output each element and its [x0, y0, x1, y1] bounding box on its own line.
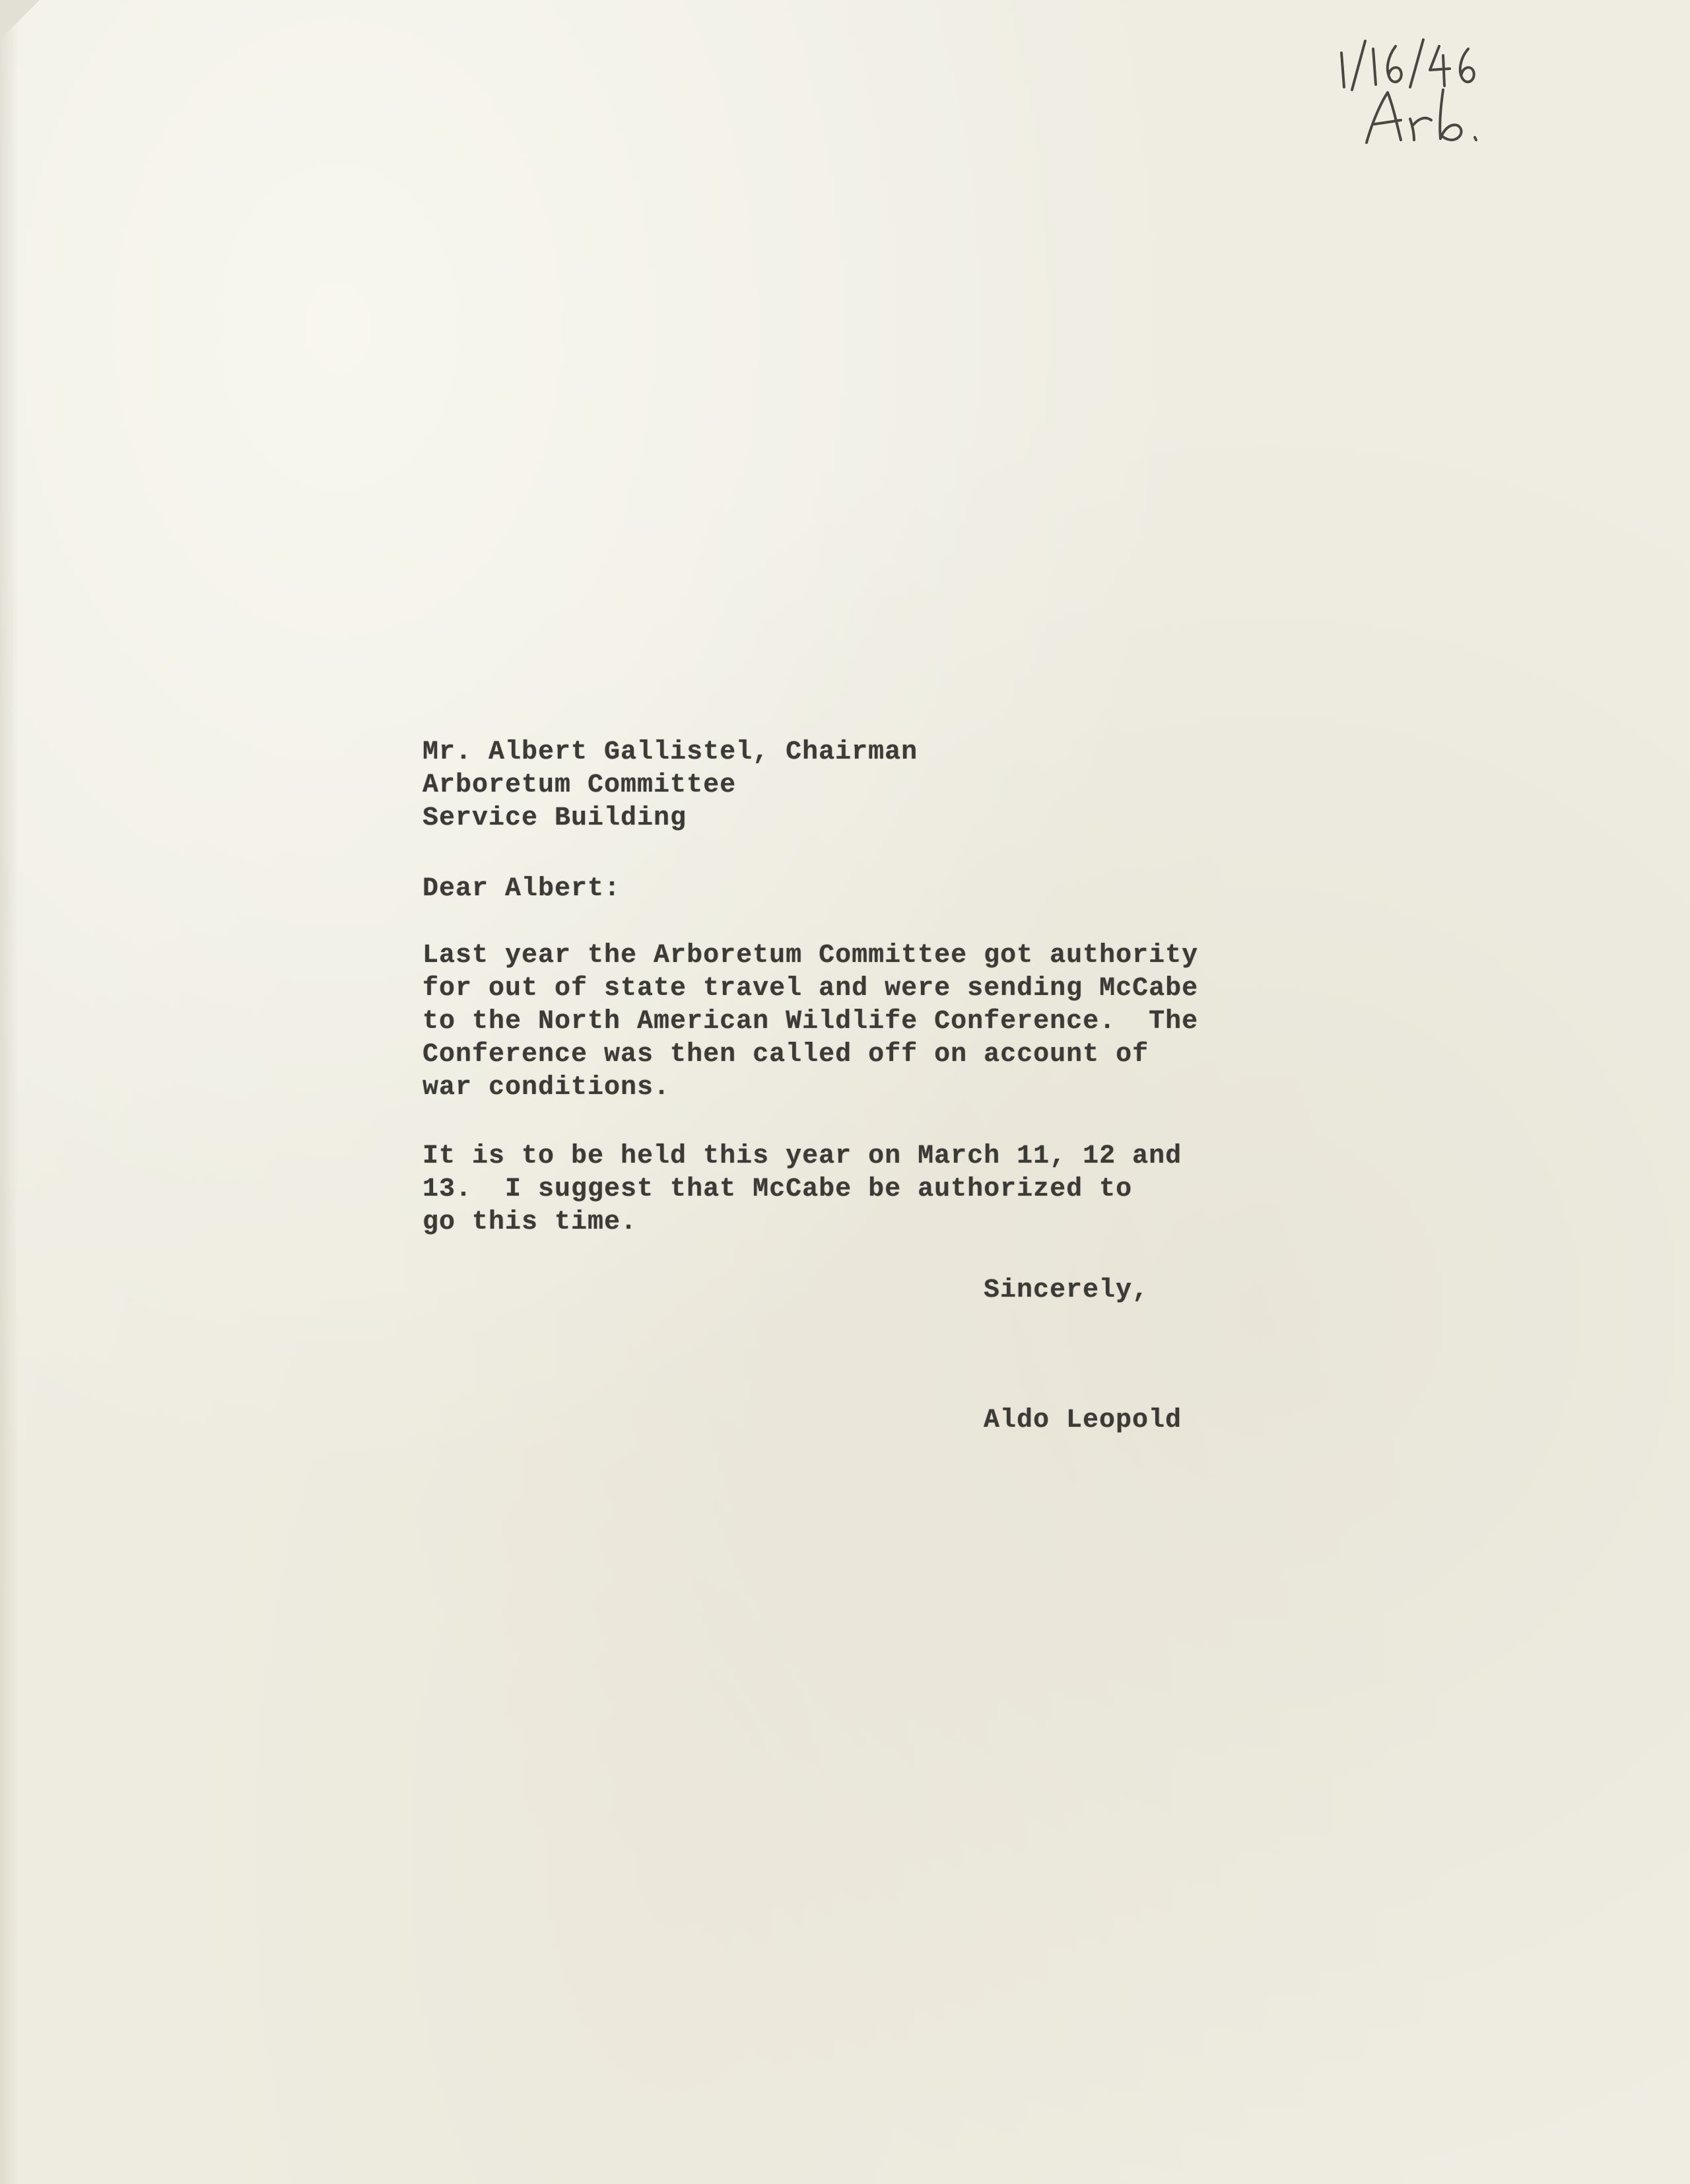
salutation: Dear Albert:	[422, 874, 621, 904]
paragraph1-line5: war conditions.	[422, 1073, 671, 1103]
recipient-name-line: Mr. Albert Gallistel, Chairman	[422, 737, 918, 767]
paragraph2-line2: 13. I suggest that McCabe be authorized to	[422, 1175, 1133, 1204]
recipient-address-line: Service Building	[422, 803, 687, 833]
paragraph1-line2: for out of state travel and were sending McCabe	[422, 974, 1199, 1004]
paragraph2-line1: It is to be held this year on March 11, 12 and	[422, 1142, 1182, 1171]
signature-name: Aldo Leopold	[984, 1406, 1182, 1435]
paragraph1-line3: to the North American Wildlife Conference. The	[422, 1007, 1199, 1037]
paragraph1-line4: Conference was then called off on account of	[422, 1040, 1149, 1070]
recipient-committee-line: Arboretum Committee	[422, 770, 737, 800]
paragraph2-line3: go this time.	[422, 1208, 638, 1237]
paragraph1-line1: Last year the Arboretum Committee got authority	[422, 941, 1199, 971]
closing: Sincerely,	[984, 1276, 1149, 1305]
